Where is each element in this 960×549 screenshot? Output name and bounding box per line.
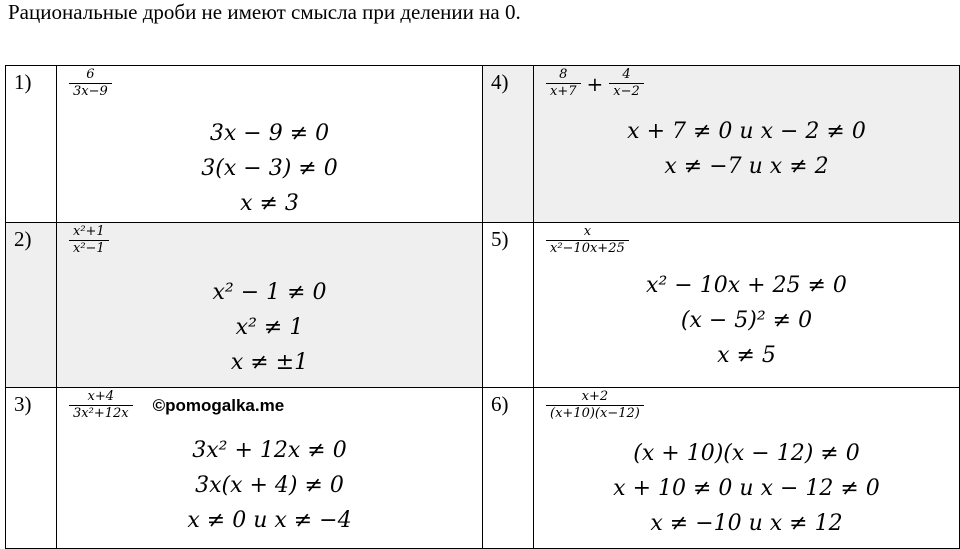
- fraction-expression: [69, 68, 112, 100]
- plus-sign: +: [586, 71, 604, 96]
- step: x² − 1 ≠ 0: [212, 280, 327, 305]
- step: x ≠ 3: [240, 191, 299, 216]
- fraction: [69, 390, 133, 422]
- step: x² ≠ 1: [235, 315, 304, 340]
- item-number: 3): [6, 388, 57, 549]
- solution-steps: [534, 114, 959, 184]
- problem-cell-4: [534, 66, 960, 223]
- fraction: [546, 68, 581, 100]
- fraction-expression: [69, 390, 284, 422]
- step: (x − 5)² ≠ 0: [680, 308, 813, 333]
- item-number: 6): [483, 388, 534, 549]
- step: x + 10 ≠ 0 и x − 12 ≠ 0: [613, 476, 880, 501]
- item-number: 5): [483, 223, 534, 388]
- step: x ≠ ±1: [230, 350, 309, 375]
- solution-steps: [57, 433, 482, 538]
- denominator: x²−1: [69, 240, 109, 257]
- table-row: [6, 66, 960, 223]
- item-number: 2): [6, 223, 57, 388]
- fraction-expression: [546, 390, 644, 422]
- fraction: [546, 390, 644, 422]
- problem-cell-2: [57, 223, 483, 388]
- numerator: x+2: [581, 389, 609, 404]
- problem-cell-6: [534, 388, 960, 549]
- numerator: 4: [622, 67, 631, 82]
- step: x ≠ 5: [717, 343, 776, 368]
- step: 3(x − 3) ≠ 0: [201, 156, 338, 181]
- step: 3x − 9 ≠ 0: [209, 121, 330, 146]
- table-row: [6, 223, 960, 388]
- denominator: 3x−9: [69, 83, 112, 100]
- problem-cell-5: [534, 223, 960, 388]
- denominator: x−2: [609, 83, 644, 100]
- step: x ≠ −10 и x ≠ 12: [650, 511, 843, 536]
- step: (x + 10)(x − 12) ≠ 0: [633, 441, 860, 466]
- numerator: x+4: [87, 389, 115, 404]
- fraction: [69, 68, 112, 100]
- watermark: ©pomogalka.me: [152, 395, 285, 415]
- fraction-expression: [69, 225, 109, 257]
- page-heading: Рациональные дроби не имеют смысла при делении на 0.: [8, 0, 521, 24]
- step: x ≠ −7 и x ≠ 2: [664, 154, 829, 179]
- step: 3x² + 12x ≠ 0: [192, 438, 347, 463]
- problem-cell-1: [57, 66, 483, 223]
- denominator: (x+10)(x−12): [546, 405, 644, 422]
- numerator: x: [583, 224, 592, 239]
- fraction: [546, 225, 629, 257]
- denominator: 3x²+12x: [69, 405, 133, 422]
- solution-steps: [57, 116, 482, 221]
- numerator: x²+1: [73, 224, 105, 239]
- fraction-expression: [546, 225, 629, 257]
- step: x² − 10x + 25 ≠ 0: [646, 273, 847, 298]
- solution-steps: [57, 275, 482, 380]
- solutions-table: [5, 65, 960, 549]
- solution-steps: [534, 436, 959, 541]
- solution-steps: [534, 268, 959, 373]
- problem-cell-3: [57, 388, 483, 549]
- numerator: 8: [559, 67, 568, 82]
- denominator: x²−10x+25: [546, 240, 629, 257]
- table-row: [6, 388, 960, 549]
- step: 3x(x + 4) ≠ 0: [195, 473, 344, 498]
- step: x ≠ 0 и x ≠ −4: [187, 508, 352, 533]
- denominator: x+7: [546, 83, 581, 100]
- item-number: 4): [483, 66, 534, 223]
- item-number: 1): [6, 66, 57, 223]
- numerator: 6: [86, 67, 95, 82]
- fraction: [609, 68, 644, 100]
- fraction: [69, 225, 109, 257]
- fraction-expression: [546, 68, 644, 100]
- step: x + 7 ≠ 0 и x − 2 ≠ 0: [627, 119, 866, 144]
